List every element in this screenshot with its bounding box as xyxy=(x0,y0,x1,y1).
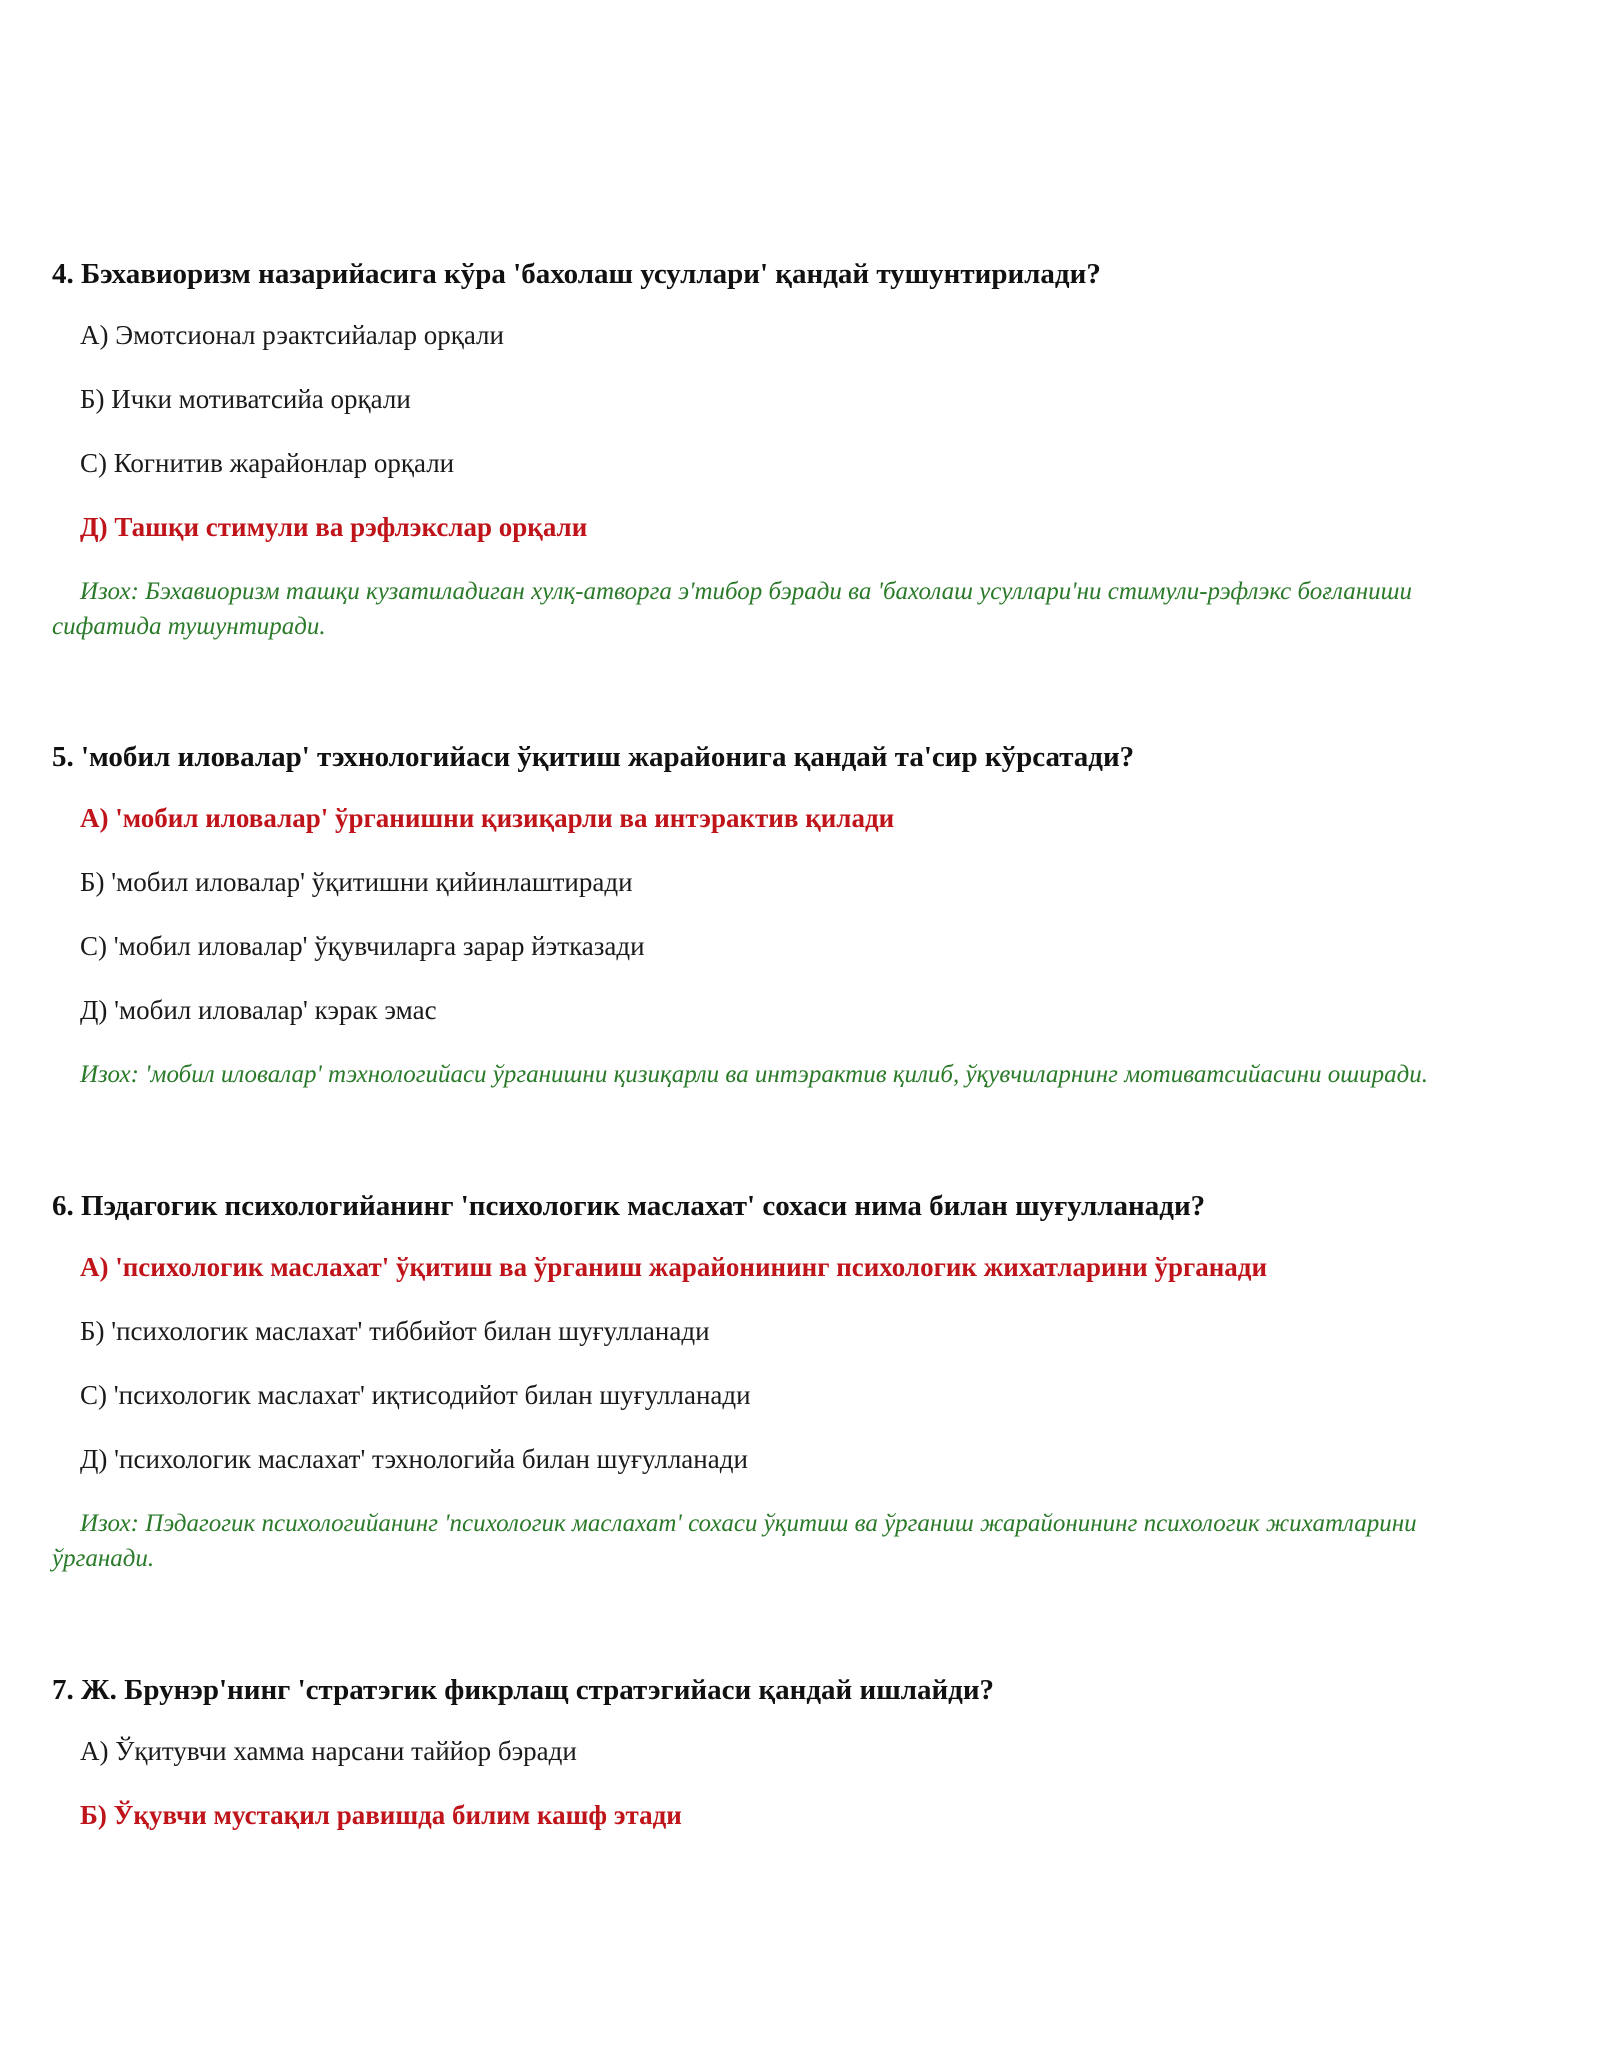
correct-answer-option: А) 'психологик маслахат' ўқитиш ва ўрганиш жарайонининг психологик жихатларини ўрганади xyxy=(80,1252,1267,1282)
question-title: 5. 'мобил иловалар' тэхнологийаси ўқитиш жарайонига қандай та'сир кўрсатади? xyxy=(52,741,1135,773)
answer-option: А) Ўқитувчи хамма нарсани таййор бэради xyxy=(80,1736,577,1766)
question-title: 7. Ж. Брунэр'нинг 'стратэгик фикрлащ стратэгийаси қандай ишлайди? xyxy=(52,1674,995,1706)
answer-option: Д) 'мобил иловалар' кэрак эмас xyxy=(80,995,437,1025)
question-block xyxy=(52,1188,1502,1576)
correct-answer-option: Б) Ўқувчи мустақил равишда билим кашф этади xyxy=(80,1800,682,1830)
answer-explanation: Изох: Бэхавиоризм ташқи кузатиладиган хулқ-атворга э'тибор бэради ва 'бахолаш усуллари'ни стимули-рэфлэкс боғланиши сифатида тушунтиради. xyxy=(52,578,1412,640)
question-title: 6. Пэдагогик психологийанинг 'психологик маслахат' сохаси нима билан шуғулланади? xyxy=(52,1190,1206,1222)
question-block xyxy=(52,256,1502,644)
answer-explanation: Изох: 'мобил иловалар' тэхнологийаси ўрганишни қизиқарли ва интэрактив қилиб, ўқувчиларнинг мотиватсийасини оширади. xyxy=(80,1061,1429,1088)
answer-explanation: Изох: Пэдагогик психологийанинг 'психологик маслахат' сохаси ўқитиш ва ўрганиш жарайонининг психологик жихатларини ўрганади. xyxy=(52,1510,1417,1572)
answer-option: С) 'мобил иловалар' ўқувчиларга зарар йэтказади xyxy=(80,931,645,961)
correct-answer-option: Д) Ташқи стимули ва рэфлэкслар орқали xyxy=(80,512,588,542)
question-title: 4. Бэхавиоризм назарийасига кўра 'бахолаш усуллари' қандай тушунтирилади? xyxy=(52,258,1101,290)
answer-option: Б) 'мобил иловалар' ўқитишни қийинлаштиради xyxy=(80,867,633,897)
answer-option: Б) 'психологик маслахат' тиббийот билан шуғулланади xyxy=(80,1316,710,1346)
answer-option: С) 'психологик маслахат' иқтисодийот билан шуғулланади xyxy=(80,1380,751,1410)
question-block xyxy=(52,739,1502,1092)
answer-option: Б) Ички мотиватсийа орқали xyxy=(80,384,411,414)
answer-option: Д) 'психологик маслахат' тэхнологийа билан шуғулланади xyxy=(80,1444,748,1474)
answer-option: С) Когнитив жарайонлар орқали xyxy=(80,448,455,478)
correct-answer-option: А) 'мобил иловалар' ўрганишни қизиқарли ва интэрактив қилади xyxy=(80,803,895,833)
answer-option: А) Эмотсионал рэактсийалар орқали xyxy=(80,320,504,350)
question-block xyxy=(52,1672,1502,1862)
